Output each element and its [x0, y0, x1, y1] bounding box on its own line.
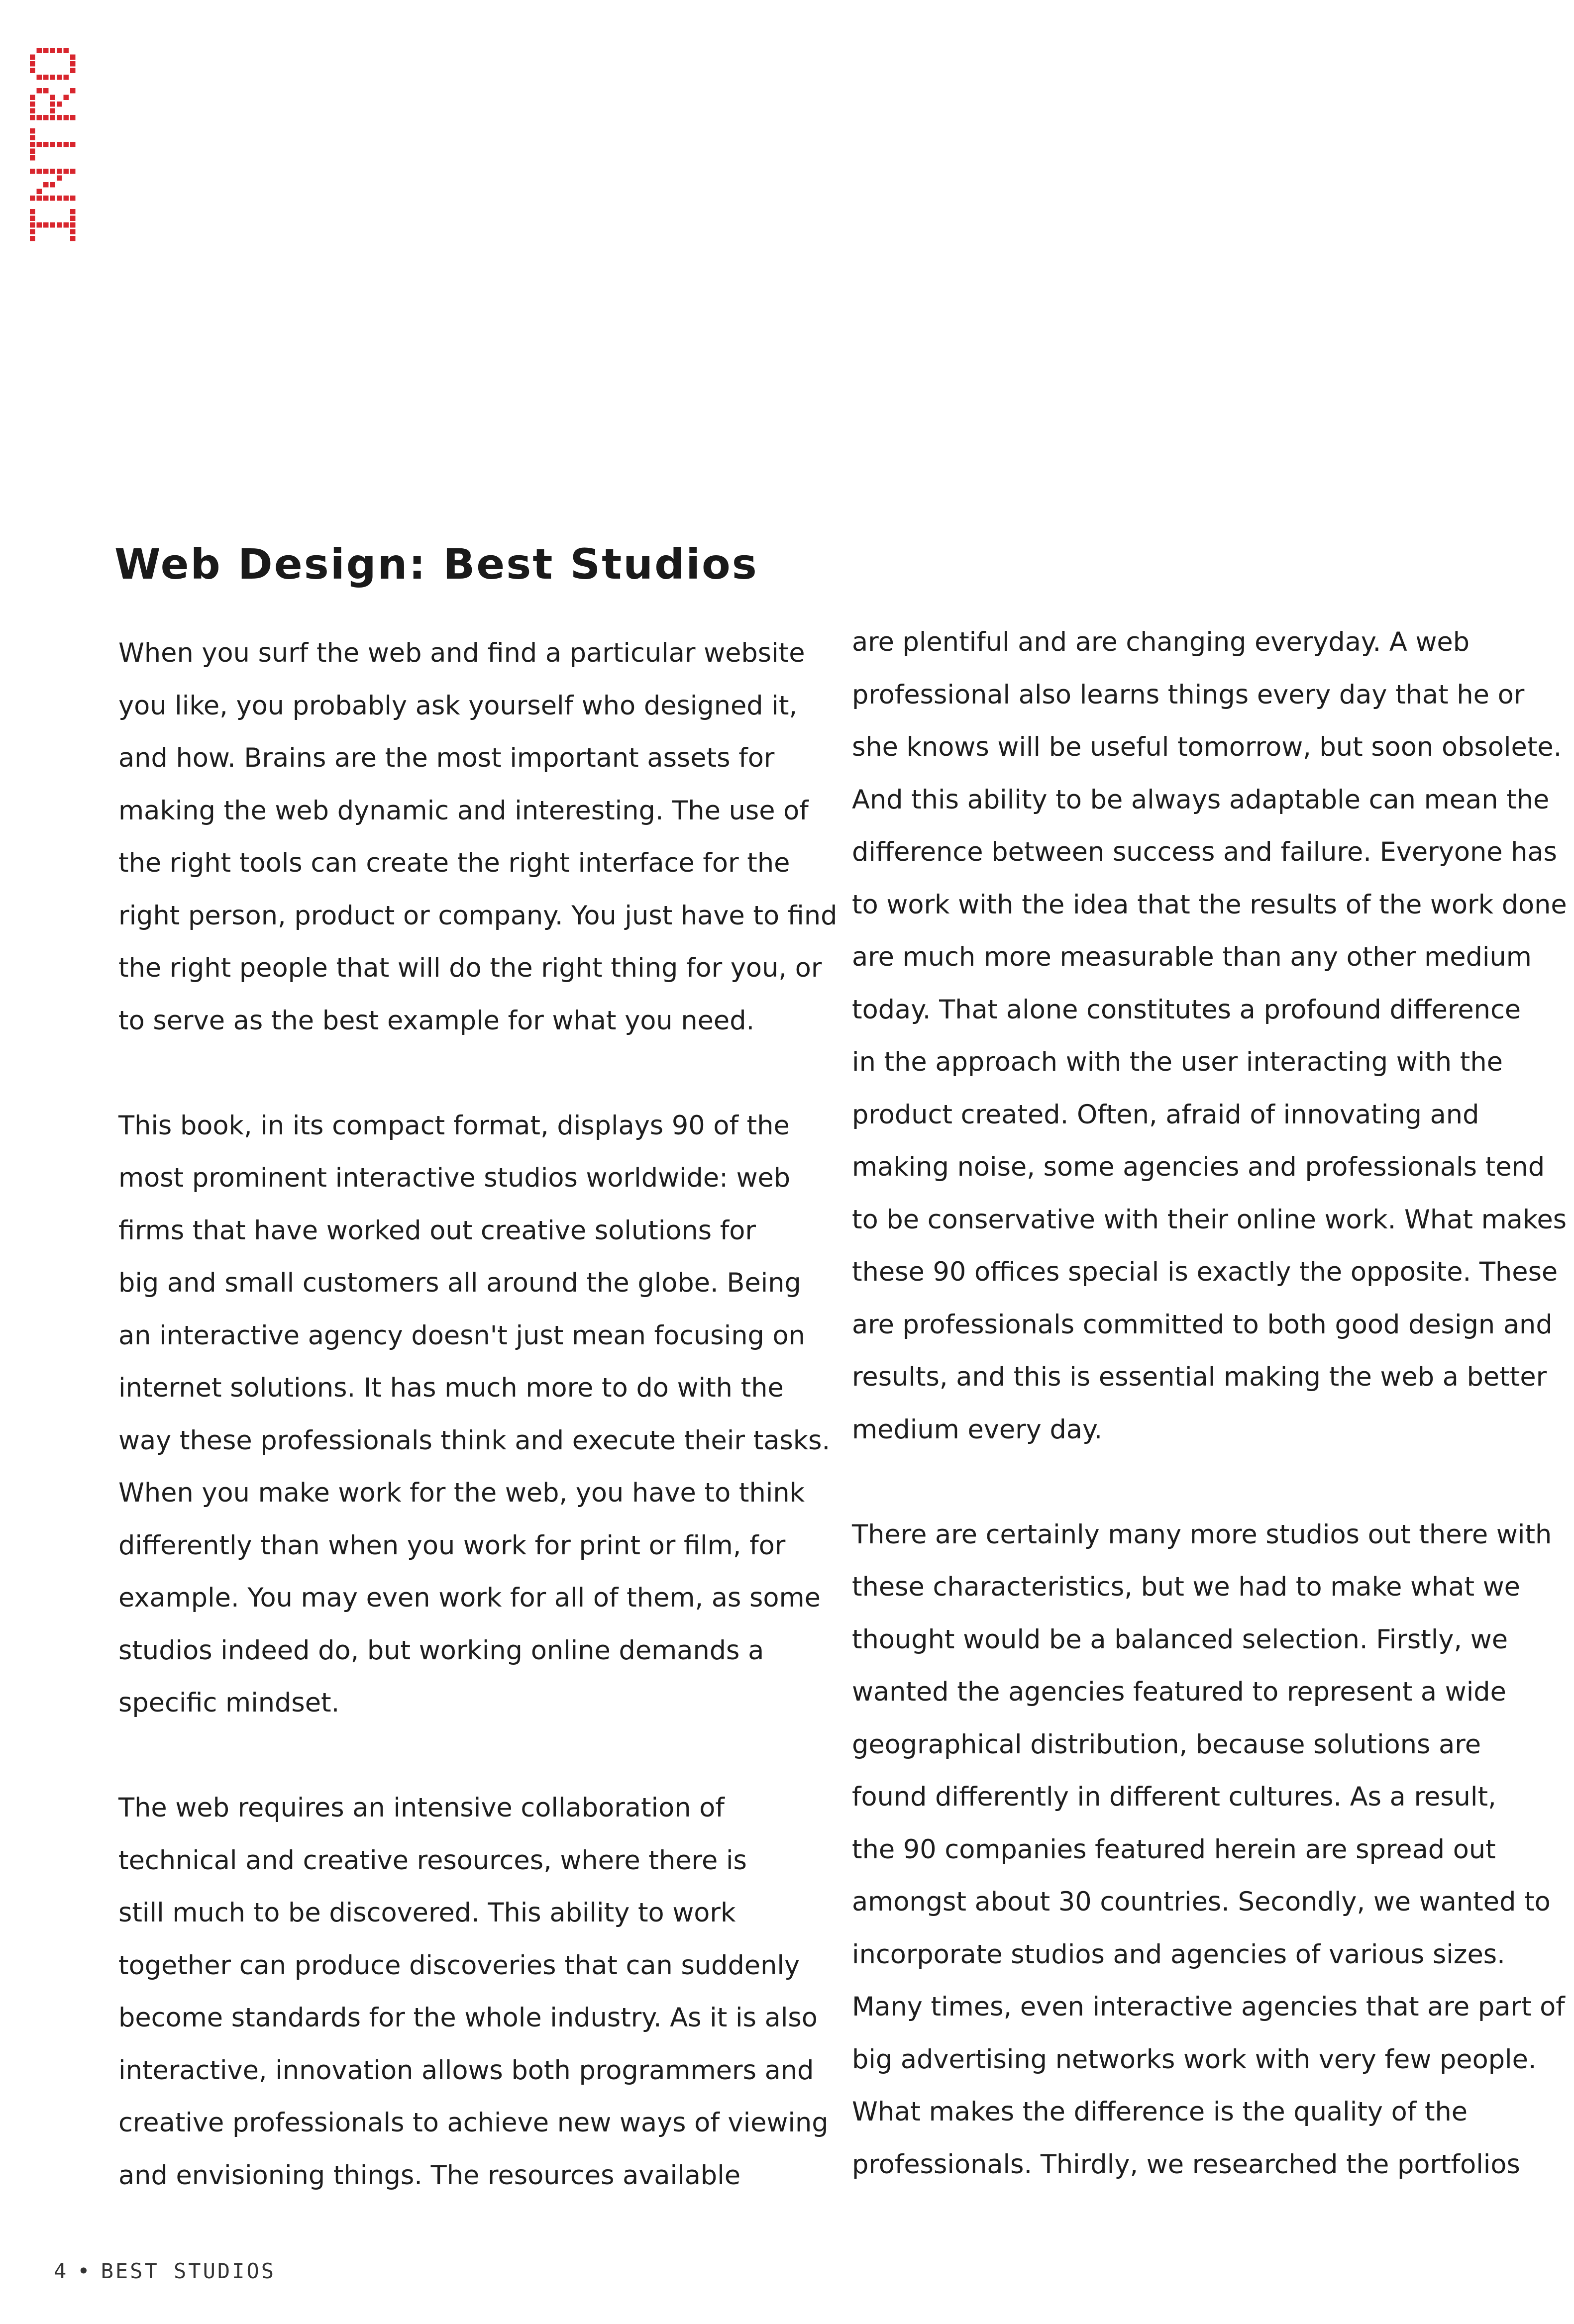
text-line: geographical distribution, because solutions are	[852, 1729, 1481, 1760]
intro-dot	[64, 142, 69, 147]
intro-section-label	[25, 45, 85, 284]
intro-dot	[43, 169, 49, 174]
text-line: are plentiful and are changing everyday. A web	[852, 627, 1470, 657]
intro-dot	[57, 101, 62, 107]
intro-dot	[64, 115, 69, 120]
text-line: and envisioning things. The resources available	[118, 2160, 741, 2191]
intro-dot	[64, 169, 69, 174]
intro-dot	[70, 115, 76, 120]
intro-dot	[50, 222, 56, 228]
text-line: product created. Often, afraid of innovating and	[852, 1099, 1479, 1130]
intro-dot	[37, 222, 42, 228]
intro-dot	[30, 115, 35, 120]
intro-dot	[30, 101, 35, 107]
intro-dot	[70, 88, 76, 94]
paragraph	[852, 616, 1567, 1456]
text-line: you like, you probably ask yourself who designed it,	[118, 690, 798, 721]
text-line: studios indeed do, but working online demands a	[118, 1635, 764, 1666]
intro-dot	[70, 196, 76, 201]
intro-dot	[30, 108, 35, 114]
intro-dot	[30, 209, 35, 214]
text-line: become standards for the whole industry. As it is also	[118, 2003, 818, 2033]
intro-dot	[70, 236, 76, 241]
intro-dot	[30, 236, 35, 241]
text-line: This book, in its compact format, displays 90 of the	[118, 1110, 790, 1141]
intro-dot	[43, 115, 49, 120]
intro-dot	[30, 61, 35, 67]
intro-dot	[70, 61, 76, 67]
intro-dot	[70, 55, 76, 60]
intro-dot	[70, 169, 76, 174]
intro-dot	[30, 55, 35, 60]
text-line: to work with the idea that the results of the work done	[852, 889, 1567, 920]
text-line: And this ability to be always adaptable can mean the	[852, 784, 1550, 815]
intro-dot	[37, 142, 42, 147]
intro-dot	[64, 75, 69, 80]
left-column	[118, 627, 840, 2254]
text-line: thought would be a balanced selection. Firstly, we	[852, 1624, 1508, 1655]
intro-dot	[30, 169, 35, 174]
text-line: Many times, even interactive agencies that are part of	[852, 1992, 1565, 2022]
text-line: medium every day.	[852, 1414, 1103, 1445]
text-line: professional also learns things every day that he or	[852, 679, 1525, 710]
intro-dot	[57, 176, 62, 181]
text-line: are much more measurable than any other medium	[852, 942, 1532, 972]
text-line: these 90 offices special is exactly the opposite. These	[852, 1257, 1558, 1287]
intro-dot	[43, 48, 49, 53]
intro-dot	[57, 75, 62, 80]
page-title: Web Design: Best Studios	[114, 540, 758, 589]
intro-dot	[64, 196, 69, 201]
text-line: firms that have worked out creative solutions for	[118, 1215, 756, 1246]
intro-dot	[57, 169, 62, 174]
intro-dot	[70, 209, 76, 214]
intro-dot	[50, 182, 56, 188]
intro-dot	[70, 142, 76, 147]
paragraph	[118, 627, 840, 1047]
intro-dot	[37, 196, 42, 201]
text-line: in the approach with the user interacting with the	[852, 1047, 1503, 1077]
intro-dot	[57, 48, 62, 53]
page-number: 4	[54, 2259, 69, 2283]
text-line: together can produce discoveries that can suddenly	[118, 1950, 800, 1981]
text-line: making the web dynamic and interesting. The use of	[118, 795, 809, 826]
page-footer	[54, 2259, 276, 2283]
intro-dot	[30, 68, 35, 74]
text-line: results, and this is essential making the web a better	[852, 1362, 1547, 1392]
intro-dot	[37, 75, 42, 80]
text-line: these characteristics, but we had to make what we	[852, 1572, 1520, 1602]
text-line: differently than when you work for print or film, for	[118, 1530, 786, 1561]
text-line: What makes the difference is the quality of the	[852, 2097, 1468, 2127]
intro-dot	[37, 115, 42, 120]
intro-dot	[50, 196, 56, 201]
intro-dot	[30, 95, 35, 101]
intro-dot	[50, 142, 56, 147]
intro-dot	[37, 189, 42, 195]
paragraph	[118, 1782, 840, 2202]
intro-dot	[30, 128, 35, 134]
text-line: difference between success and failure. Everyone has	[852, 837, 1558, 867]
text-line: example. You may even work for all of them, as some	[118, 1583, 821, 1613]
text-line: The web requires an intensive collaboration of	[118, 1793, 725, 1823]
intro-dot	[43, 222, 49, 228]
intro-dot	[30, 149, 35, 154]
intro-dot	[37, 48, 42, 53]
text-line: big and small customers all around the globe. Being	[118, 1268, 801, 1298]
text-line: the right tools can create the right interface for the	[118, 848, 790, 878]
paragraph	[852, 1509, 1565, 2191]
intro-dot	[30, 142, 35, 147]
text-line: found differently in different cultures. As a result,	[852, 1782, 1496, 1812]
text-line: wanted the agencies featured to represent a wide	[852, 1677, 1506, 1707]
text-line: creative professionals to achieve new ways of viewing	[118, 2108, 829, 2138]
text-line: incorporate studios and agencies of various sizes.	[852, 1939, 1505, 1970]
intro-dot	[43, 75, 49, 80]
intro-dot	[50, 101, 56, 107]
intro-dot	[30, 135, 35, 141]
intro-dot	[30, 229, 35, 235]
intro-dot	[64, 95, 69, 101]
intro-dot	[30, 155, 35, 161]
intro-dot	[37, 169, 42, 174]
text-line: interactive, innovation allows both programmers and	[118, 2055, 814, 2086]
intro-dot	[57, 142, 62, 147]
paragraph	[118, 1100, 840, 1729]
intro-dot	[43, 196, 49, 201]
intro-dot	[70, 222, 76, 228]
text-line: the 90 companies featured herein are spread out	[852, 1834, 1496, 1865]
text-line: technical and creative resources, where there is	[118, 1845, 747, 1876]
intro-dot	[50, 108, 56, 114]
intro-dot	[57, 115, 62, 120]
intro-dot	[57, 196, 62, 201]
text-line: an interactive agency doesn't just mean focusing on	[118, 1320, 805, 1351]
intro-dot	[30, 222, 35, 228]
intro-dot	[64, 48, 69, 53]
intro-dot	[70, 216, 76, 221]
intro-dot	[64, 222, 69, 228]
text-line: making noise, some agencies and professionals tend	[852, 1152, 1545, 1182]
intro-dot	[43, 142, 49, 147]
intro-dot	[37, 88, 42, 94]
intro-dot	[50, 115, 56, 120]
intro-dot	[43, 182, 49, 188]
text-line: and how. Brains are the most important assets for	[118, 743, 775, 773]
text-line: internet solutions. It has much more to do with the	[118, 1373, 784, 1403]
intro-dot	[50, 75, 56, 80]
text-line: most prominent interactive studios worldwide: web	[118, 1163, 791, 1193]
text-line: to serve as the best example for what you need.	[118, 1005, 755, 1036]
footer-separator: •	[77, 2259, 92, 2283]
text-line: way these professionals think and execute their tasks.	[118, 1425, 831, 1456]
intro-dot	[70, 229, 76, 235]
intro-dot	[43, 88, 49, 94]
text-line: still much to be discovered. This ability to work	[118, 1898, 736, 1928]
text-line: she knows will be useful tomorrow, but soon obsolete.	[852, 732, 1562, 762]
intro-dot	[70, 68, 76, 74]
intro-dot	[50, 48, 56, 53]
text-line: professionals. Thirdly, we researched the portfolios	[852, 2149, 1520, 2180]
intro-dot	[50, 169, 56, 174]
text-line: big advertising networks work with very few people.	[852, 2044, 1537, 2075]
intro-dot	[50, 95, 56, 101]
text-line: today. That alone constitutes a profound difference	[852, 994, 1521, 1025]
intro-dot	[30, 216, 35, 221]
intro-dot-matrix-icon	[25, 45, 85, 284]
intro-dot	[30, 196, 35, 201]
text-line: When you surf the web and find a particular website	[118, 638, 805, 668]
text-line: amongst about 30 countries. Secondly, we wanted to	[852, 1887, 1551, 1917]
text-line: There are certainly many more studios out there with	[852, 1519, 1552, 1550]
text-line: the right people that will do the right thing for you, or	[118, 953, 822, 983]
text-line: to be conservative with their online work. What makes	[852, 1204, 1567, 1235]
footer-book-title: BEST STUDIOS	[101, 2259, 276, 2283]
text-line: specific mindset.	[118, 1688, 340, 1718]
intro-dot	[57, 222, 62, 228]
text-line: When you make work for the web, you have to think	[118, 1478, 805, 1508]
right-column	[852, 616, 1567, 2243]
text-line: are professionals committed to both good design and	[852, 1309, 1553, 1340]
text-line: right person, product or company. You just have to find	[118, 900, 838, 931]
